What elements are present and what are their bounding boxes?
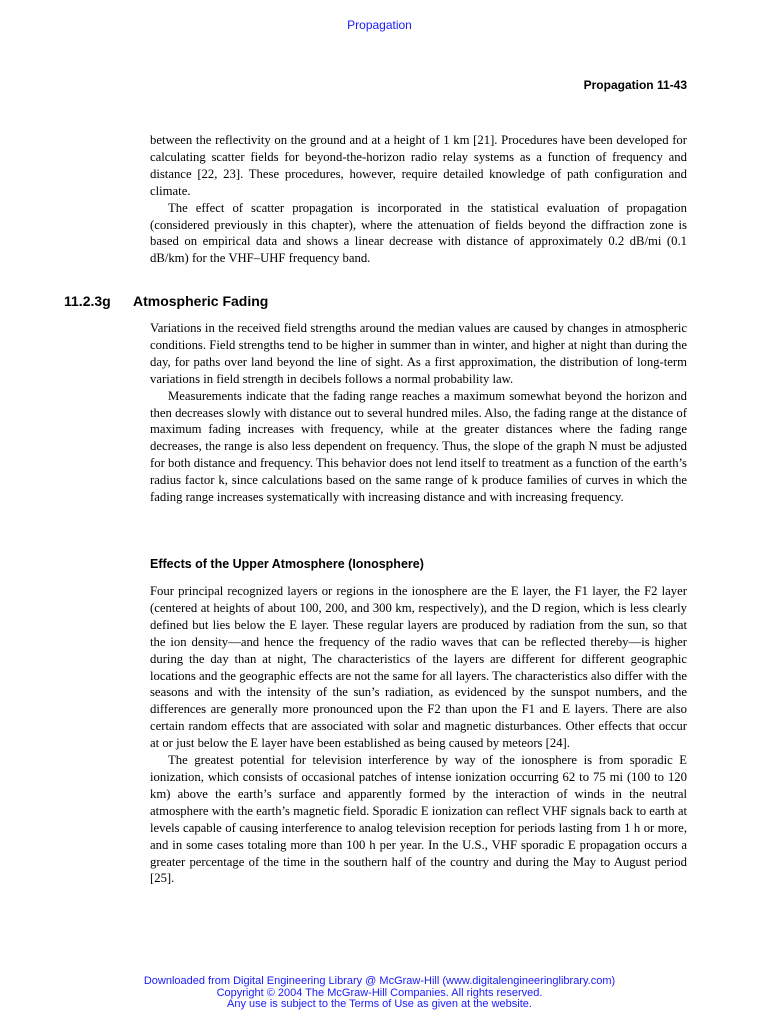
running-head: Propagation 11-43 bbox=[583, 78, 687, 92]
paragraph: The effect of scatter propagation is incorporated in the statistical evaluation of propagation (considered previously in this chapter), where the attenuation of fields beyond the diffraction zone is based on empirical data and shows a linear decrease with distance of approximately 0.2 dB/mi (0.1 dB/km) for the VHF–UHF frequency band. bbox=[150, 200, 687, 266]
paragraph: The greatest potential for television interference by way of the ionosphere is from sporadic E ionization, which consists of occasional patches of intense ionization occurring 62 to 75 mi (100 to 120 km) above the earth’s surface and apparently formed by the interaction of winds in the neutral atmosphere with the earth’s magnetic field. Sporadic E ionization can reflect VHF signals back to earth at levels capable of causing interference to analog television reception for periods lasting from 1 h or more, and in some cases totaling more than 100 h per year. In the U.S., VHF sporadic E propagation occurs a greater percentage of the time in the southern half of the country and during the May to August period [25]. bbox=[150, 753, 687, 886]
section-number: 11.2.3g bbox=[64, 293, 111, 309]
footer-terms-link[interactable]: Any use is subject to the Terms of Use as given at the website. bbox=[227, 998, 532, 1010]
paragraph: Four principal recognized layers or regions in the ionosphere are the E layer, the F1 layer, the F2 layer (centered at heights of about 100, 200, and 300 km, respectively), and the D region, which is less clearly defined but lies below the E layer. These regular layers are produced by radiation from the sun, so that the ion density—and hence the frequency of the radio waves that can be reflected thereby—is higher during the day than at night, The characteristics of the layers are different for different geographic locations and the geographic effects are not the same for all layers. The characteristics also differ with the seasons and with the intensity of the sun’s radiation, as evidenced by the sunspot numbers, and the differences are generally more pronounced upon the F2 than upon the F1 and E layers. There are also certain random effects that are associated with solar and magnetic disturbances. Other effects that occur at or just below the E layer have been established as being caused by meteors [24]. bbox=[150, 584, 687, 751]
paragraph: Variations in the received field strengths around the median values are caused by changes in atmospheric conditions. Field strengths tend to be higher in summer than in winter, and higher at night than during the day, for paths over land beyond the line of sight. As a first approximation, the distribution of long-term variations in field strength in decibels follows a normal probability law. bbox=[150, 321, 687, 386]
intro-paragraphs bbox=[150, 132, 687, 267]
ionosphere-paragraphs bbox=[150, 583, 687, 887]
atmospheric-fading-paragraphs bbox=[150, 320, 687, 506]
top-propagation-link[interactable]: Propagation bbox=[347, 18, 412, 32]
footer bbox=[0, 976, 759, 1011]
paragraph: between the reflectivity on the ground and at a height of 1 km [21]. Procedures have been developed for calculating scatter fields for beyond-the-horizon radio relay systems as a function of frequency and distance [22, 23]. These procedures, however, require detailed knowledge of path configuration and climate. bbox=[150, 133, 687, 198]
paragraph: Measurements indicate that the fading range reaches a maximum somewhat beyond the horizon and then decreases slowly with distance out to several hundred miles. Also, the fading range at the distance of maximum fading increases with frequency, while at the greater distances where the fading range decreases, the range is also less dependent on frequency. Thus, the slope of the graph N must be adjusted for both distance and frequency. This behavior does not lend itself to treatment as a function of the earth’s radius factor k, since calculations based on the same range of k produce families of curves in which the fading range increases systematically with increasing distance and with increasing frequency. bbox=[150, 388, 687, 505]
section-heading bbox=[64, 293, 268, 309]
footer-download-link[interactable]: Downloaded from Digital Engineering Library @ McGraw-Hill (www.digitalengineeringlibrary.com) bbox=[143, 975, 616, 987]
subsection-heading: Effects of the Upper Atmosphere (Ionosphere) bbox=[150, 557, 424, 571]
section-title: Atmospheric Fading bbox=[133, 293, 269, 309]
footer-copyright[interactable]: Copyright © 2004 The McGraw-Hill Companies. All rights reserved. bbox=[216, 986, 543, 999]
